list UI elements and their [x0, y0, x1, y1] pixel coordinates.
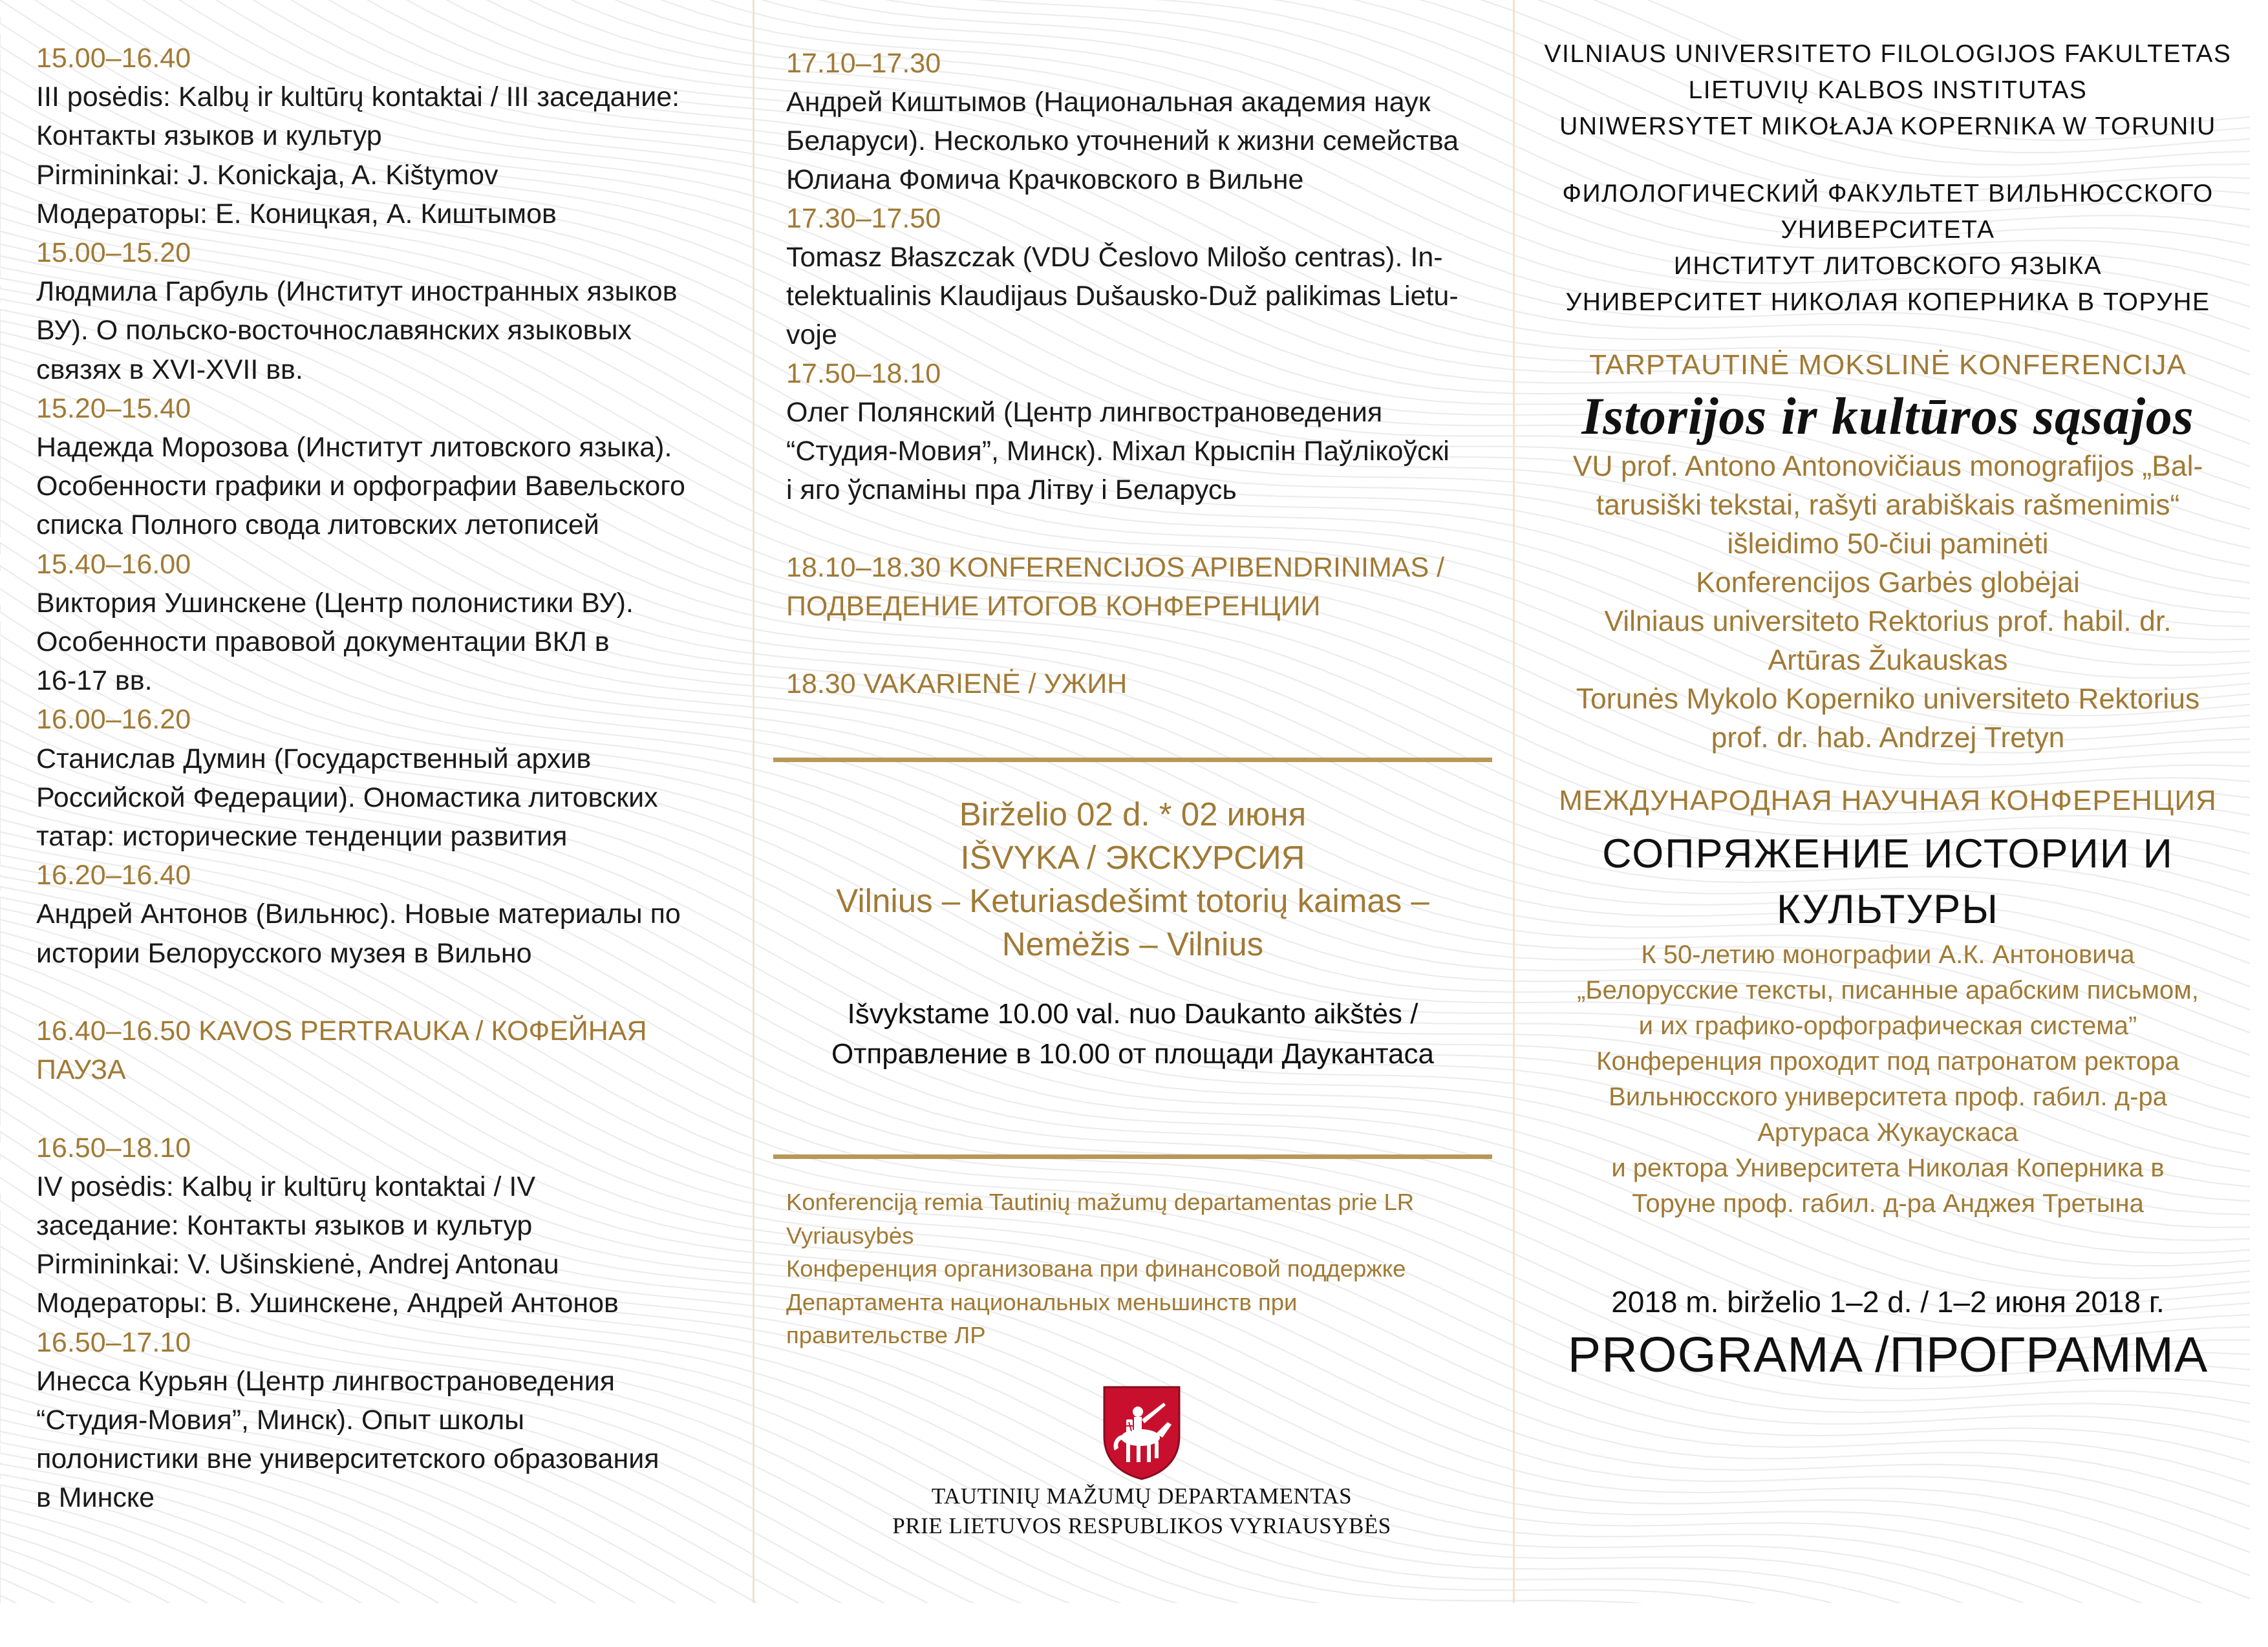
conference-desc-lt: tarusiški tekstai, rašyti arabiškais rašmenimis“: [1596, 489, 2180, 521]
time-slot-heading: 17.10–17.30: [786, 48, 941, 79]
conference-desc-lt: VU prof. Antono Antonovičiaus monografijos „Bal-: [1572, 451, 2203, 482]
time-slot-heading: 15.20–15.40: [36, 392, 191, 424]
conference-desc-ru: Вильнюсского университета проф. габил. д-ра: [1609, 1083, 2167, 1111]
department-logo: [786, 1383, 1497, 1541]
program-text-line: Станислав Думин (Государственный архив: [36, 743, 592, 774]
time-slot-heading: 16.50–18.10: [36, 1132, 191, 1164]
institution-line: УНИВЕРСИТЕТА: [1781, 216, 1995, 244]
program-text-line: связях в XVI-XVII вв.: [36, 354, 303, 385]
spacer: [786, 626, 1497, 664]
conference-desc-lt: Vilniaus universiteto Rektorius prof. habil. dr.: [1604, 606, 2172, 637]
program-text-line: Модераторы: В. Ушинскене, Андрей Антонов: [36, 1288, 619, 1319]
program-text-line: voje: [786, 319, 837, 350]
conference-desc-ru: Конференция проходит под патронатом ректора: [1596, 1047, 2179, 1076]
time-slot-heading: ПОДВЕДЕНИЕ ИТОГОВ КОНФЕРЕНЦИИ: [786, 591, 1321, 622]
conference-desc-ru: Артураса Жукаускаса: [1757, 1118, 2018, 1147]
institution-line: ФИЛОЛОГИЧЕСКИЙ ФАКУЛЬТЕТ ВИЛЬНЮССКОГО: [1562, 180, 2214, 207]
program-text-line: Олег Полянский (Центр лингвострановедения: [786, 397, 1383, 428]
conference-title-lt: TARPTAUTINĖ MOKSLINĖ KONFERENCIJA: [1589, 349, 2187, 381]
excursion-bottom-rule: [773, 1154, 1492, 1159]
program-text-line: Андрей Антонов (Вильнюс). Новые материалы по: [36, 898, 681, 930]
program-text-line: полонистики вне университетского образования: [36, 1443, 659, 1475]
conference-title-ru: МЕЖДУНАРОДНАЯ НАУЧНАЯ КОНФЕРЕНЦИЯ: [1559, 785, 2217, 816]
time-slot-heading: 17.50–18.10: [786, 358, 941, 389]
conference-desc-ru: и их графико-орфографическая система”: [1638, 1012, 2137, 1040]
program-heading: PROGRAMA /ПРОГРАММА: [1567, 1327, 2209, 1383]
conference-desc-ru: К 50-летию монографии А.К. Антоновича: [1641, 940, 2135, 969]
time-slot-heading: 16.50–17.10: [36, 1326, 191, 1358]
program-text-line: Tomasz Błaszczak (VDU Česlovo Milošo centras). In-: [786, 242, 1443, 273]
program-text-line: Модераторы: Е. Коницкая, А. Киштымов: [36, 198, 557, 229]
program-text-line: Контакты языков и культур: [36, 120, 382, 152]
departure-line-2: Отправление в 10.00 от площади Даукантаса: [831, 1038, 1434, 1070]
program-text-line: заседание: Контакты языков и культур: [36, 1210, 533, 1242]
time-slot-heading: 17.30–17.50: [786, 203, 941, 234]
conference-name-lt: Istorijos ir kultūros sąsajos: [1581, 387, 2194, 445]
program-text-line: Юлиана Фомича Крачковского в Вильне: [786, 164, 1304, 195]
institution-line: ИНСТИТУТ ЛИТОВСКОГО ЯЗЫКА: [1673, 252, 2102, 280]
excursion-block: [773, 792, 1492, 1074]
program-text-line: истории Белорусского музея в Вильно: [36, 937, 532, 969]
left-panel-program: [36, 39, 722, 1642]
excursion-route-line-2: Nemėžis – Vilnius: [1001, 926, 1264, 962]
excursion-title: IŠVYKA / ЭКСКУРСИЯ: [960, 839, 1305, 876]
department-name-line-2: PRIE LIETUVOS RESPUBLIKOS VYRIAUSYBĖS: [892, 1513, 1391, 1538]
department-name-line-1: TAUTINIŲ MAŽUMŲ DEPARTAMENTAS: [931, 1483, 1353, 1509]
institution-line: VILNIAUS UNIVERSITETO FILOLOGIJOS FAKULTETAS: [1544, 40, 2232, 68]
program-text-line: Беларуси). Несколько уточнений к жизни семейства: [786, 125, 1459, 156]
institution-line: UNIWERSYTET MIKOŁAJA KOPERNIKA W TORUNIU: [1559, 112, 2216, 140]
institution-line: УНИВЕРСИТЕТ НИКОЛАЯ КОПЕРНИКА В ТОРУНЕ: [1565, 288, 2210, 316]
program-text-line: списка Полного свода литовских летописей: [36, 509, 599, 541]
program-text-line: 16-17 вв.: [36, 665, 153, 697]
program-text-line: telektualinis Klaudijaus Dušausko-Duž palikimas Lietu-: [786, 281, 1459, 312]
program-text-line: Особенности графики и орфографии Вавельского: [36, 471, 685, 502]
sponsor-line: Vyriausybės: [786, 1222, 914, 1249]
program-text-line: татар: исторические тенденции развития: [36, 821, 568, 853]
conference-desc-lt: prof. dr. hab. Andrzej Tretyn: [1711, 722, 2065, 754]
conference-desc-ru: Торуне проф. габил. д-ра Анджея Третына: [1632, 1189, 2144, 1218]
excursion-date: Birželio 02 d. * 02 июня: [959, 796, 1307, 833]
institution-line: LIETUVIŲ KALBOS INSTITUTAS: [1688, 76, 2088, 104]
sponsor-line: Конференция организована при финансовой поддержке: [786, 1255, 1406, 1282]
time-slot-heading: 15.00–15.20: [36, 237, 191, 269]
program-text-line: “Студия-Мовия”, Минск). Опыт школы: [36, 1405, 525, 1436]
program-text-line: Pirmininkai: J. Konickaja, A. Kištymov: [36, 159, 498, 191]
excursion-route-line-1: Vilnius – Keturiasdešimt totorių kaimas –: [836, 882, 1429, 919]
sponsor-line: правительстве ЛР: [786, 1322, 986, 1348]
conference-desc-ru: „Белорусские тексты, писанные арабским письмом,: [1577, 976, 2199, 1004]
program-text-line: Надежда Морозова (Институт литовского языка).: [36, 432, 672, 463]
program-text-line: і яго ўспаміны пра Літву і Беларусь: [786, 474, 1237, 505]
program-text-line: Людмила Гарбуль (Институт иностранных языков: [36, 276, 678, 308]
coat-of-arms-icon: [1100, 1383, 1183, 1482]
time-slot-heading: 16.20–16.40: [36, 860, 191, 891]
program-text-line: Андрей Киштымов (Национальная академия наук: [786, 87, 1431, 118]
time-slot-heading: 16.00–16.20: [36, 704, 191, 736]
conference-desc-lt: Artūras Žukauskas: [1768, 644, 2008, 676]
spacer: [36, 1089, 722, 1128]
time-slot-heading: 18.30 VAKARIENĖ / УЖИН: [786, 668, 1128, 699]
program-text-line: ВУ). О польско-восточнославянских языковых: [36, 315, 632, 346]
conference-desc-lt: išleidimo 50-čiui paminėti: [1727, 528, 2049, 560]
conference-desc-lt: Torunės Mykolo Koperniko universiteto Rektorius: [1576, 683, 2200, 715]
program-text-line: Российской Федерации). Ономастика литовских: [36, 781, 658, 813]
time-slot-heading: 18.10–18.30 KONFERENCIJOS APIBENDRINIMAS /: [786, 552, 1445, 583]
time-slot-heading: 15.40–16.00: [36, 548, 191, 580]
sponsor-line: Департамента национальных меньшинств при: [786, 1288, 1298, 1315]
conference-name-ru-line-2: КУЛЬТУРЫ: [1776, 887, 1999, 932]
program-text-line: IV posėdis: Kalbų ir kultūrų kontaktai / IV: [36, 1171, 536, 1202]
program-text-line: Pirmininkai: V. Ušinskienė, Andrej Antonau: [36, 1249, 559, 1280]
conference-desc-lt: Konferencijos Garbės globėjai: [1696, 567, 2080, 599]
time-slot-heading: ПАУЗА: [36, 1054, 126, 1086]
spacer: [786, 509, 1497, 548]
spacer: [36, 973, 722, 1012]
program-text-line: “Студия-Мовия”, Минск). Міхал Крыспін Паўлікоўскі: [786, 436, 1450, 467]
program-text-line: Инесса Курьян (Центр лингвострановедения: [36, 1365, 615, 1397]
program-text-line: в Минске: [36, 1482, 155, 1514]
excursion-top-rule: [773, 758, 1492, 762]
program-text-line: III posėdis: Kalbų ir kultūrų kontaktai / III заседание:: [36, 81, 680, 113]
conference-desc-ru: и ректора Университета Николая Коперника в: [1611, 1154, 2165, 1182]
program-text-line: Особенности правовой документации ВКЛ в: [36, 626, 610, 658]
sponsor-note: [786, 1185, 1497, 1352]
conference-name-ru-line-1: СОПРЯЖЕНИЕ ИСТОРИИ И: [1602, 831, 2174, 877]
fold-divider-left: [753, 0, 754, 1603]
program-text-line: Виктория Ушинскене (Центр полонистики ВУ).: [36, 587, 634, 619]
fold-divider-right: [1513, 0, 1515, 1603]
time-slot-heading: 16.40–16.50 KAVOS PERTRAUKA / КОФЕЙНАЯ: [36, 1015, 647, 1047]
time-slot-heading: 15.00–16.40: [36, 43, 191, 74]
cover-panel: [1519, 36, 2256, 1639]
conference-dates: 2018 m. birželio 1–2 d. / 1–2 июня 2018 г.: [1611, 1285, 2165, 1319]
departure-line-1: Išvykstame 10.00 val. nuo Daukanto aikštės /: [847, 998, 1418, 1030]
sponsor-line: Konferenciją remia Tautinių mažumų departamentas prie LR: [786, 1189, 1415, 1215]
